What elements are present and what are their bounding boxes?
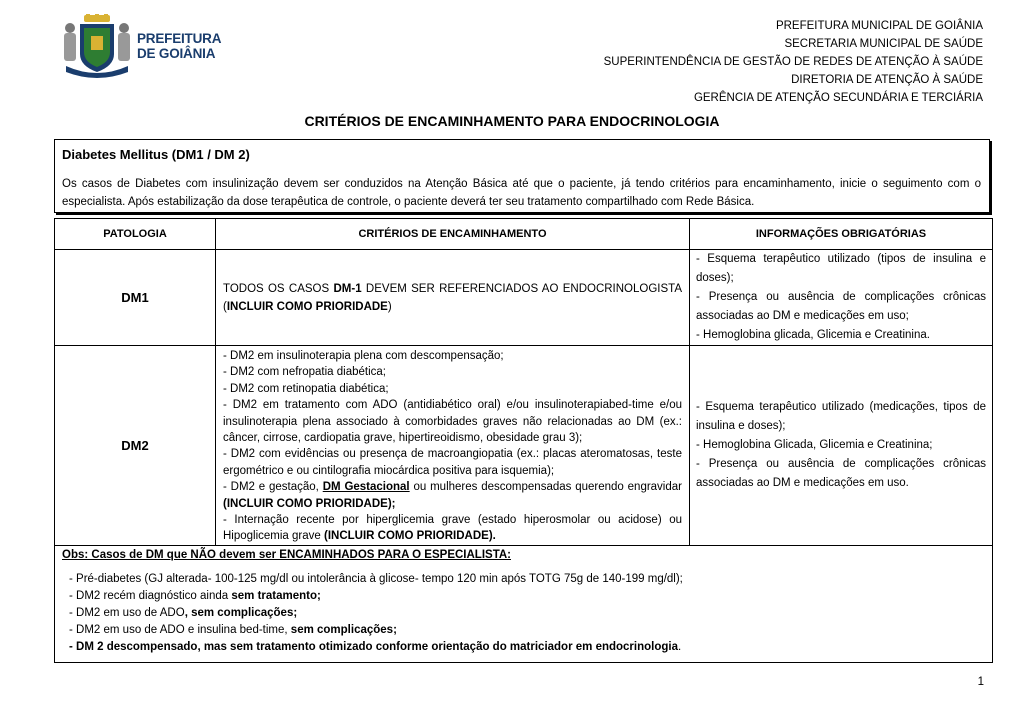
crit-priority: (INCLUIR COMO PRIORIDADE). <box>324 530 496 543</box>
table-header-row <box>55 219 993 250</box>
logo-text-line: PREFEITURA <box>137 31 222 46</box>
crit-item: - DM2 em tratamento com ADO (antidiabético oral) e/ou insulinoterapiabed-time e/ou insulinoterapia plena associado à comorbidades graves não relacionadas ao DM (ex.: câncer, cirrose, cardiopatia grave, hipertireoidismo, obesidade grau 3); <box>223 399 682 445</box>
page-title: CRITÉRIOS DE ENCAMINHAMENTO PARA ENDOCRINOLOGIA <box>304 113 720 129</box>
crit-text: - DM2 e gestação, <box>223 481 323 494</box>
table-row-obs <box>55 545 993 662</box>
crit-item <box>223 512 682 545</box>
crit-bold: DM-1 <box>333 282 362 295</box>
crit-text: ) <box>387 300 392 313</box>
intro-box <box>54 139 990 213</box>
crit-item: - DM2 com nefropatia diabética; <box>223 366 386 379</box>
logo-text-line: DE GOIÂNIA <box>137 46 216 61</box>
obs-text: - DM2 em uso de ADO <box>69 606 185 619</box>
criteria-table <box>54 218 993 663</box>
header-criterios: CRITÉRIOS DE ENCAMINHAMENTO <box>216 219 690 250</box>
info-item: - Hemoglobina glicada, Glicemia e Creatinina. <box>696 329 930 341</box>
obs-bold: sem complicações; <box>290 623 397 636</box>
info-item: - Esquema terapêutico utilizado (tipos de insulina e doses); <box>696 253 986 284</box>
obs-text: . <box>678 640 682 653</box>
criterios-dm2 <box>216 346 690 546</box>
info-dm2 <box>690 346 993 546</box>
header-informacoes: INFORMAÇÕES OBRIGATÓRIAS <box>690 219 993 250</box>
obs-bold: , sem complicações; <box>184 606 298 619</box>
page-number: 1 <box>977 676 984 688</box>
org-line: SECRETARIA MUNICIPAL DE SAÚDE <box>784 38 983 50</box>
obs-text: - Pré-diabetes (GJ alterada- 100-125 mg/dl ou intolerância à glicose- tempo 120 min após TOTG 75g de 140-199 mg/dl); <box>69 572 683 585</box>
info-item: - Esquema terapêutico utilizado (medicações, tipos de insulina e doses); <box>696 400 986 432</box>
crit-underlined: DM Gestacional <box>322 481 410 494</box>
obs-heading: Obs: Casos de DM que NÃO devem ser ENCAMINHADOS PARA O ESPECIALISTA: <box>62 548 511 561</box>
org-line: DIRETORIA DE ATENÇÃO À SAÚDE <box>791 74 983 86</box>
patologia-dm2: DM2 <box>55 346 216 546</box>
crit-item: - DM2 com evidências ou presença de macroangiopatia (ex.: placas ateromatosas, teste ergométrico e ou cintilografia miocárdica positiva para isquemia); <box>223 448 682 477</box>
org-line: GERÊNCIA DE ATENÇÃO SECUNDÁRIA E TERCIÁRIA <box>693 92 983 104</box>
info-item: - Presença ou ausência de complicações crônicas associadas ao DM e medicações em uso. <box>696 457 986 489</box>
crit-item: - DM2 em insulinoterapia plena com descompensação; <box>223 350 504 362</box>
header-patologia: PATOLOGIA <box>55 219 216 250</box>
logo-wordmark <box>137 31 221 61</box>
crit-text: DEVEM SER REFERENCIADOS AO ENDOCRINOLOGISTA ( <box>223 282 682 313</box>
prefeitura-logo <box>58 14 222 80</box>
crit-priority: (INCLUIR COMO PRIORIDADE); <box>223 497 396 510</box>
table-row-dm1 <box>55 250 993 346</box>
info-item: - Presença ou ausência de complicações crônicas associadas ao DM e medicações em uso; <box>696 291 986 322</box>
coat-of-arms-icon <box>58 14 136 80</box>
crit-priority: INCLUIR COMO PRIORIDADE <box>226 300 388 313</box>
obs-item <box>69 622 985 639</box>
crit-item <box>223 479 682 512</box>
intro-text: Os casos de Diabetes com insulinização devem ser conduzidos na Atenção Básica até que o paciente, já tendo critérios para encaminhamento, inicie o seguimento com o especialista. Após estabilização da dose terapêutica de controle, o paciente deverá ter seu tratamento compartilhado com Rede Básica. <box>62 178 981 208</box>
obs-list <box>62 564 985 662</box>
patologia-dm1: DM1 <box>55 250 216 346</box>
obs-item <box>69 571 985 588</box>
info-item: - Hemoglobina Glicada, Glicemia e Creatinina; <box>696 438 933 451</box>
table-row-dm2 <box>55 346 993 546</box>
obs-bold: sem tratamento; <box>231 589 321 602</box>
obs-item <box>69 639 985 656</box>
obs-item <box>69 605 985 622</box>
org-line: SUPERINTENDÊNCIA DE GESTÃO DE REDES DE ATENÇÃO À SAÚDE <box>603 56 983 68</box>
crit-text: - Internação recente por hiperglicemia grave (estado hiperosmolar ou acidose) ou Hipoglicemia grave <box>223 514 682 543</box>
org-line: PREFEITURA MUNICIPAL DE GOIÂNIA <box>775 20 983 32</box>
obs-bold: - DM 2 descompensado, mas sem tratamento otimizado conforme orientação do matriciador em endocrinologia <box>69 640 678 653</box>
crit-text: TODOS OS CASOS <box>223 282 334 295</box>
obs-text: - DM2 recém diagnóstico ainda <box>69 589 232 602</box>
crit-item: - DM2 com retinopatia diabética; <box>223 382 389 395</box>
organization-header <box>604 17 983 107</box>
info-dm1 <box>690 250 993 346</box>
obs-text: - DM2 em uso de ADO e insulina bed-time, <box>69 623 291 636</box>
obs-cell <box>55 545 993 662</box>
crit-text: ou mulheres descompensadas querendo engravidar <box>409 481 682 494</box>
obs-item <box>69 588 985 605</box>
criterios-dm1 <box>216 250 690 346</box>
intro-heading: Diabetes Mellitus (DM1 / DM 2) <box>62 147 250 162</box>
